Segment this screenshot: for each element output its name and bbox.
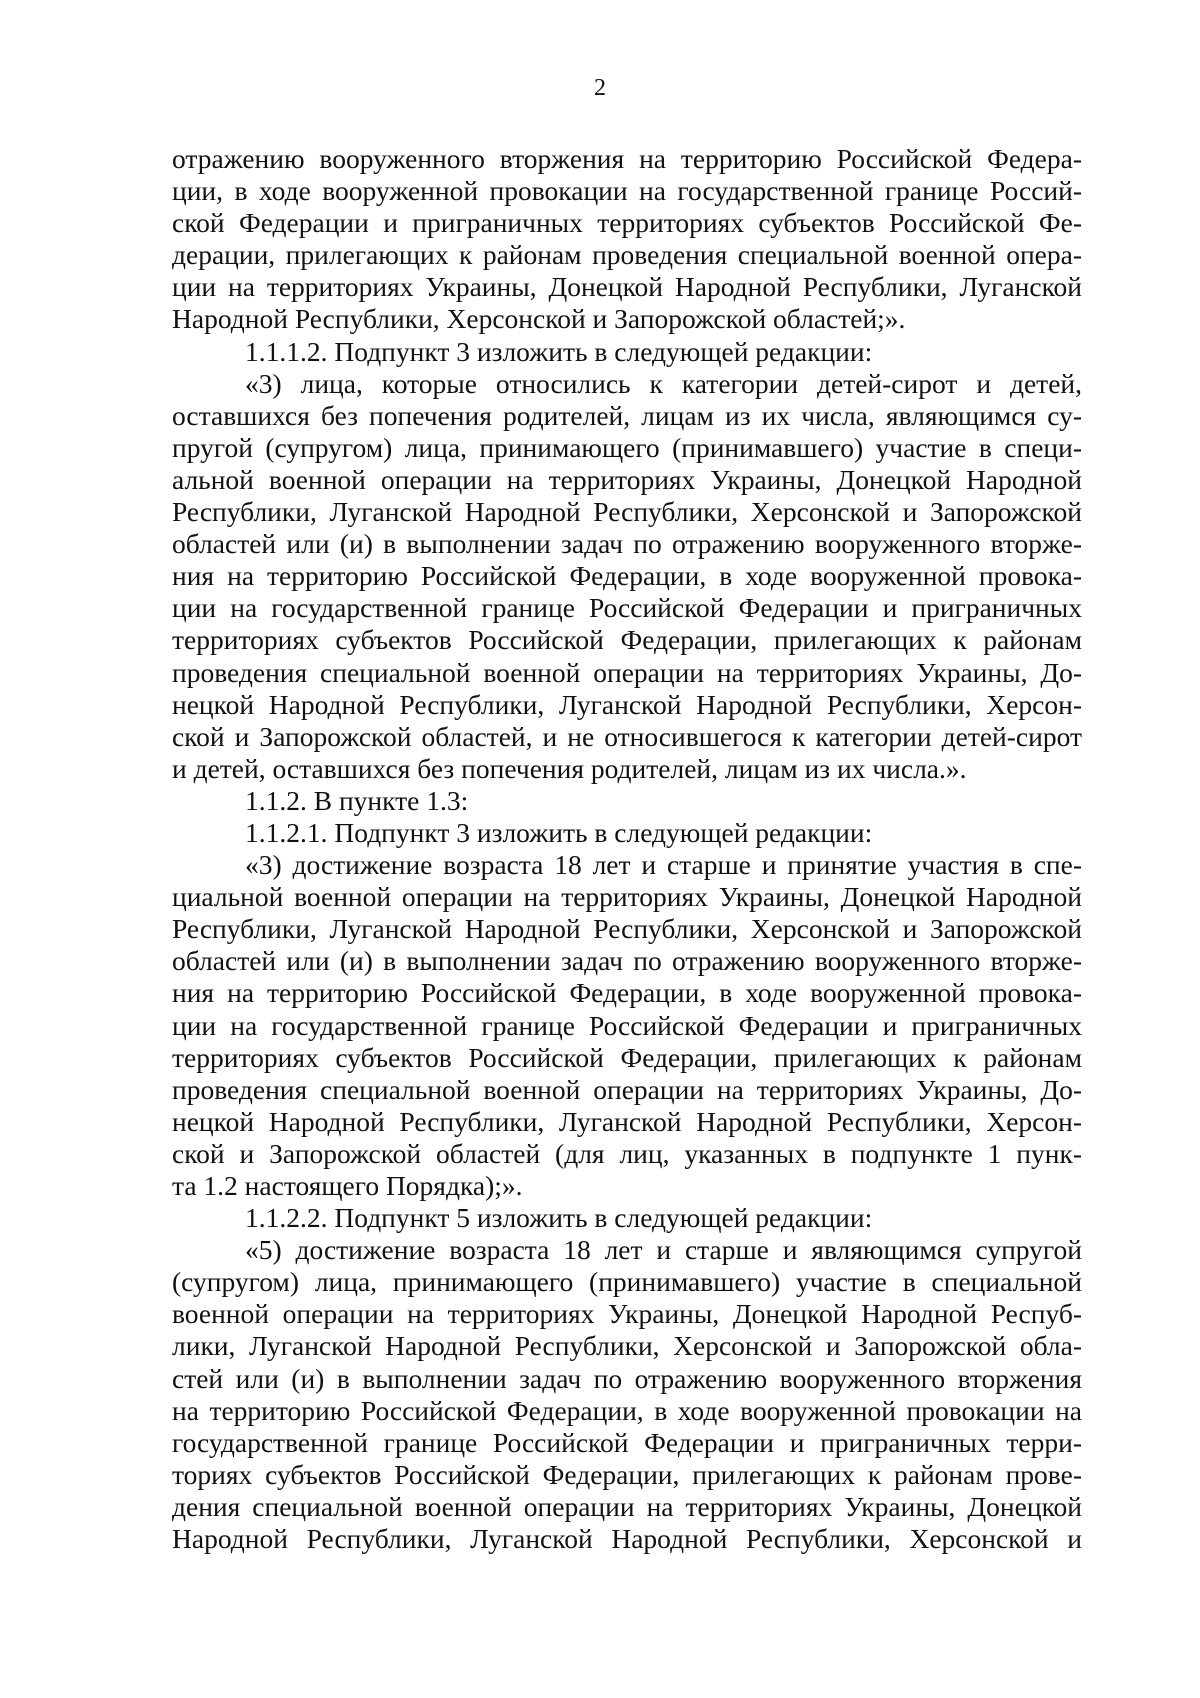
text-line: 1.1.1.2. Подпункт 3 изложить в следующей редакции:: [245, 335, 873, 367]
text-line: дения специальной военной операции на территориях Украины, Донецкой: [172, 1490, 1082, 1522]
text-line: 1.1.2. В пункте 1.3:: [245, 784, 469, 816]
text-line: лики, Луганской Народной Республики, Херсонской и Запорожской обла-: [172, 1330, 1082, 1362]
text-line: ции на государственной границе Российской Федерации и приграничных: [172, 1009, 1082, 1041]
page-number: 2: [594, 75, 606, 101]
text-line: ния на территорию Российской Федерации, в ходе вооруженной провока-: [172, 560, 1082, 592]
text-line: 1.1.2.1. Подпункт 3 изложить в следующей редакции:: [245, 816, 873, 848]
text-line: отражению вооруженного вторжения на территорию Российской Федера-: [172, 143, 1082, 174]
text-line: Народной Республики, Херсонской и Запорожской областей;».: [172, 303, 906, 335]
text-line: территориях субъектов Российской Федерации, прилегающих к районам: [172, 1041, 1082, 1073]
text-line: ции на территориях Украины, Донецкой Народной Республики, Луганской: [172, 271, 1082, 303]
text-line: проведения специальной военной операции на территориях Украины, До-: [172, 656, 1082, 688]
text-line: «3) достижение возраста 18 лет и старше и принятие участия в спе-: [245, 849, 1082, 881]
text-line: областей или (и) в выполнении задач по отражению вооруженного вторже-: [172, 528, 1082, 560]
text-line: пругой (супругом) лица, принимающего (принимавшего) участие в специ-: [172, 431, 1082, 463]
text-line: областей или (и) в выполнении задач по отражению вооруженного вторже-: [172, 945, 1082, 977]
text-line: Народной Республики, Луганской Народной Республики, Херсонской и: [172, 1523, 1082, 1555]
text-line: стей или (и) в выполнении задач по отражению вооруженного вторжения: [172, 1362, 1082, 1394]
text-line: нецкой Народной Республики, Луганской Народной Республики, Херсон-: [172, 1105, 1082, 1137]
text-line: на территорию Российской Федерации, в ходе вооруженной провокации на: [172, 1394, 1082, 1426]
text-line: нецкой Народной Республики, Луганской Народной Республики, Херсон-: [172, 688, 1082, 720]
text-line: ции на государственной границе Российской Федерации и приграничных: [172, 592, 1082, 624]
text-line: проведения специальной военной операции на территориях Украины, До-: [172, 1073, 1082, 1105]
text-line: та 1.2 настоящего Порядка);».: [172, 1170, 523, 1201]
text-line: Республики, Луганской Народной Республики, Херсонской и Запорожской: [172, 913, 1082, 945]
text-line: ской и Запорожской областей, и не относившегося к категории детей-сирот: [172, 720, 1082, 752]
text-line: военной операции на территориях Украины, Донецкой Народной Респуб-: [172, 1298, 1082, 1330]
text-line: ния на территорию Российской Федерации, в ходе вооруженной провока-: [172, 977, 1082, 1009]
text-line: «5) достижение возраста 18 лет и старше и являющимся супругой: [245, 1234, 1082, 1266]
text-line: дерации, прилегающих к районам проведения специальной военной опера-: [172, 239, 1082, 271]
text-line: ской Федерации и приграничных территориях субъектов Российской Фе-: [172, 207, 1082, 239]
text-line: ской и Запорожской областей (для лиц, указанных в подпункте 1 пунк-: [172, 1137, 1082, 1169]
text-line: циальной военной операции на территориях Украины, Донецкой Народной: [172, 881, 1082, 913]
text-line: (супругом) лица, принимающего (принимавшего) участие в специальной: [172, 1266, 1082, 1298]
text-line: государственной границе Российской Федерации и приграничных терри-: [172, 1426, 1082, 1458]
text-line: «3) лица, которые относились к категории детей-сирот и детей,: [245, 367, 1082, 399]
text-line: территориях субъектов Российской Федерации, прилегающих к районам: [172, 624, 1082, 656]
text-line: 1.1.2.2. Подпункт 5 изложить в следующей редакции:: [245, 1202, 873, 1234]
text-line: Республики, Луганской Народной Республики, Херсонской и Запорожской: [172, 496, 1082, 528]
text-line: ции, в ходе вооруженной провокации на государственной границе Россий-: [172, 175, 1082, 207]
document-body: [172, 143, 1082, 1555]
text-line: ториях субъектов Российской Федерации, прилегающих к районам прове-: [172, 1458, 1082, 1490]
text-line: альной военной операции на территориях Украины, Донецкой Народной: [172, 463, 1082, 495]
text-line: и детей, оставшихся без попечения родителей, лицам из их числа.».: [172, 752, 967, 784]
text-line: оставшихся без попечения родителей, лицам из их числа, являющимся су-: [172, 399, 1082, 431]
